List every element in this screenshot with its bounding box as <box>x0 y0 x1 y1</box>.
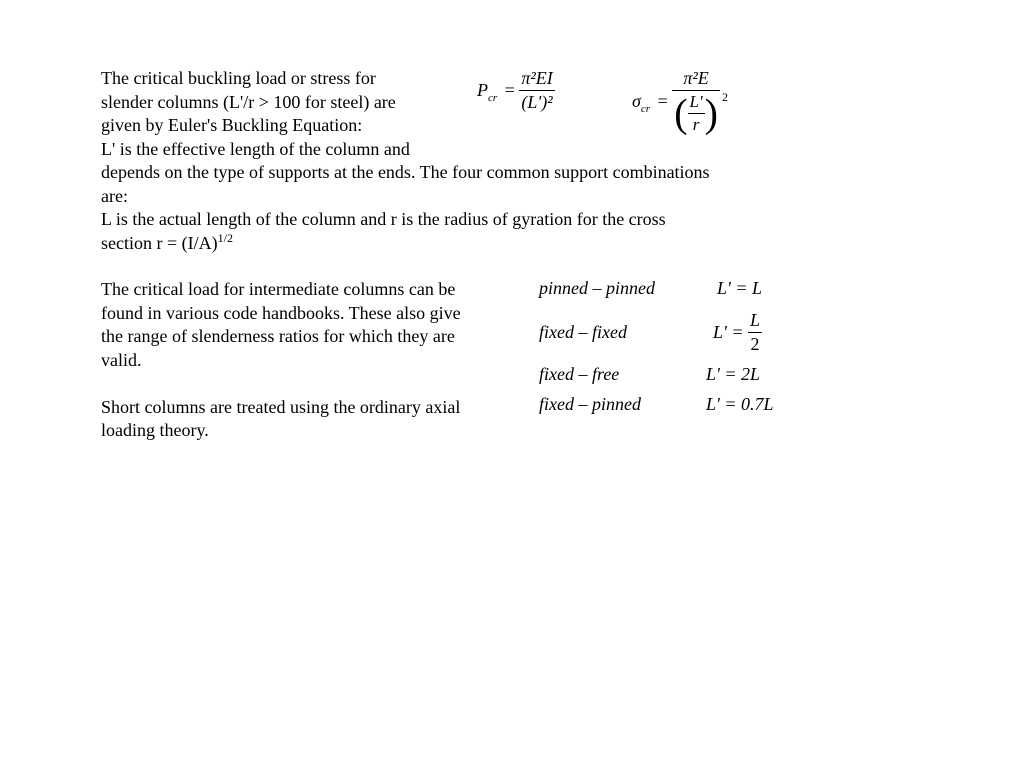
support-case-2-fraction-bar <box>748 332 762 333</box>
intro-line-3: given by Euler's Buckling Equation: <box>101 115 363 135</box>
sigma-fraction <box>672 68 728 136</box>
support-case-2-label: fixed – fixed <box>539 322 627 342</box>
short-columns-line-1: Short columns are treated using the ordinary axial <box>101 396 461 417</box>
intro-line-5: depends on the type of supports at the ends. The four common support combinations <box>101 162 710 182</box>
intro-line-8 <box>101 232 233 258</box>
support-case-3-equation: L' = 2L <box>706 364 761 384</box>
intro-line-7: L is the actual length of the column and r is the radius of gyration for the cross <box>101 209 666 229</box>
support-case-4-equation: L' = 0.7L <box>706 394 774 414</box>
short-columns-line-2: loading theory. <box>101 420 209 440</box>
left-paren: ( <box>674 90 688 136</box>
intro-line-2: slender columns (L'/r > 100 for steel) are <box>101 91 396 112</box>
intermediate-line-3: the range of slenderness ratios for which they are <box>101 326 455 346</box>
support-case-2-lhs: L' = <box>713 322 744 342</box>
support-case-3-label: fixed – free <box>539 364 620 384</box>
sigma-subscript: cr <box>640 103 651 115</box>
sigma-numerator: π²E <box>683 68 709 88</box>
intro-line-1: The critical buckling load or stress for <box>101 68 376 88</box>
support-case-2-denominator: 2 <box>750 334 760 354</box>
intermediate-line-1: The critical load for intermediate columns can be <box>101 279 456 299</box>
radius-of-gyration-text: section r = (I/A) <box>101 232 218 253</box>
pcr-numerator: π²EI <box>521 68 553 88</box>
slenderness-numerator: L' <box>689 92 703 111</box>
pcr-denominator: (L')² <box>521 92 553 112</box>
pcr-symbol: P <box>477 80 488 100</box>
support-case-2-equation <box>713 310 762 355</box>
sigma-denominator-exponent: 2 <box>721 90 728 104</box>
right-paren: ) <box>704 90 718 136</box>
support-case-1-label: pinned – pinned <box>539 278 655 298</box>
intermediate-line-2: found in various code handbooks. These also give <box>101 302 461 323</box>
intro-line-4: L' is the effective length of the column and <box>101 138 410 159</box>
slenderness-denominator: r <box>692 115 700 134</box>
pcr-fraction-bar <box>519 90 554 91</box>
radius-of-gyration-exponent: 1/2 <box>217 230 233 245</box>
slenderness-ratio-fraction <box>688 92 705 135</box>
intro-line-6: are: <box>101 185 128 206</box>
euler-stress-equation <box>632 68 728 136</box>
slenderness-fraction-bar <box>688 113 705 114</box>
sigma-equals: = <box>657 91 668 111</box>
pcr-fraction <box>519 68 554 113</box>
support-case-1-equation: L' = L <box>717 278 763 298</box>
sigma-symbol: σ <box>632 91 641 111</box>
pcr-equals: = <box>504 80 515 100</box>
support-case-4-label: fixed – pinned <box>539 394 641 414</box>
euler-load-equation <box>477 68 555 113</box>
pcr-subscript: cr <box>488 92 498 104</box>
sigma-denominator <box>672 90 728 136</box>
support-case-2-numerator: L <box>750 310 761 330</box>
intermediate-line-4: valid. <box>101 349 142 370</box>
support-case-2-fraction <box>748 310 762 355</box>
